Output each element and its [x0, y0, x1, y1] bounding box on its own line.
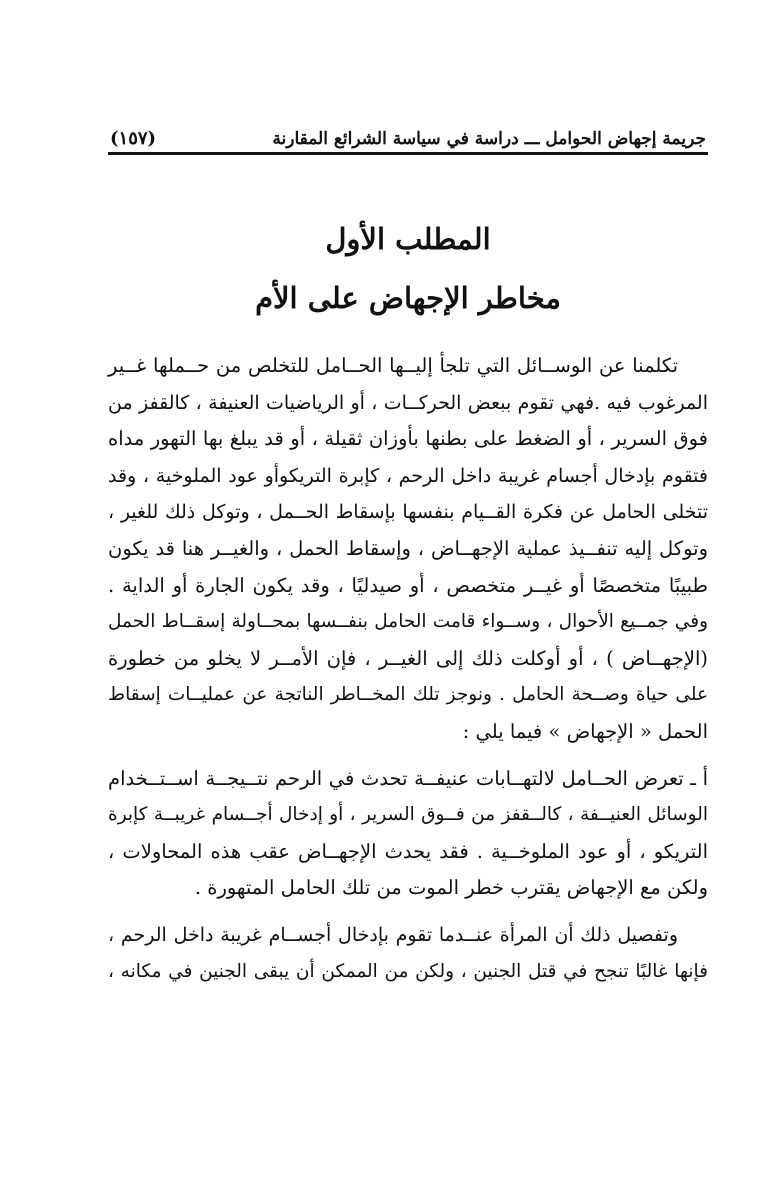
- text-line: وتفصيل ذلك أن المرأة عنــدما تقوم بإدخال أجســام غريبة داخل الرحم ،: [108, 923, 678, 946]
- section-subheading: مخاطر الإجهاض على الأم: [255, 281, 561, 315]
- paragraph-detail: [108, 917, 708, 990]
- text-line: وفي جمــيع الأحوال ، وســواء قامت الحامل بنفــسها بمحــاولة إسقــاط الحمل: [108, 611, 708, 633]
- page-number: (١٥٧): [110, 128, 157, 149]
- text-line: فوق السرير ، أو الضغط على بطنها بأوزان ثقيلة ، أو قد يبلغ بها التهور مداه: [108, 427, 708, 451]
- section-heading: المطلب الأول: [325, 222, 491, 256]
- text-line: الوسائل العنيــفة ، كالــقفز من فــوق السرير ، أو إدخال أجــسام غريبــة كإبرة: [108, 804, 708, 826]
- header-title: جريمة إجهاض الحوامل ـــ دراسة في سياسة الشرائع المقارنة: [272, 129, 706, 149]
- text-line: فتقوم بإدخال أجسام غريبة داخل الرحم ، كإبرة التريكوأو عود الملوخية ، وقد: [108, 464, 708, 487]
- body-text: [108, 348, 708, 990]
- text-line: طبيبًا متخصصًا أو غيــر متخصص ، أو صيدليًا ، وقد يكون الجارة أو الداية .: [108, 573, 708, 597]
- text-line: الحمل « الإجهاض » فيما يلي :: [462, 719, 708, 743]
- text-line: ولكن مع الإجهاض يقترب خطر الموت من تلك الحامل المتهورة .: [194, 876, 708, 900]
- text-line: المرغوب فيه .فهي تقوم ببعض الحركــات ، أو الرياضيات العنيفة ، كالقفز من: [108, 391, 708, 414]
- text-line: تكلمنا عن الوســائل التي تلجأ إليــها الحــامل للتخلص من حــملها غــير: [108, 354, 678, 377]
- text-line: تتخلى الحامل عن فكرة القــيام بنفسها بإسقاط الحــمل ، وتوكل ذلك للغير ،: [108, 501, 708, 524]
- text-line: (الإجهــاض ) ، أو أوكلت ذلك إلى الغيــر ، فإن الأمــر لا يخلو من خطورة: [108, 646, 708, 670]
- text-line: التريكو ، أو عود الملوخــية . فقد يحدث الإجهــاض عقب هذه المحاولات ،: [108, 839, 708, 863]
- paragraph-intro: [108, 348, 708, 751]
- text-line: وتوكل إليه تنفــيذ عملية الإجهــاض ، وإسقاط الحمل ، والغيــر هنا قد يكون: [108, 536, 708, 560]
- text-line: فإنها غالبًا تنجح في قتل الجنين ، ولكن من الممكن أن يبقى الجنين في مكانه ،: [108, 960, 708, 982]
- header-rule: [108, 152, 708, 155]
- paragraph-risk-a: [108, 761, 708, 907]
- text-line: أ ـ تعرض الحــامل لالتهــابات عنيفــة تحدث في الرحم نتــيجــة اســتــخدام: [108, 766, 708, 790]
- running-header: [110, 112, 706, 148]
- text-line: على حياة وصــحة الحامل . ونوجز تلك المخــاطر الناتجة عن عمليــات إسقاط: [108, 684, 708, 706]
